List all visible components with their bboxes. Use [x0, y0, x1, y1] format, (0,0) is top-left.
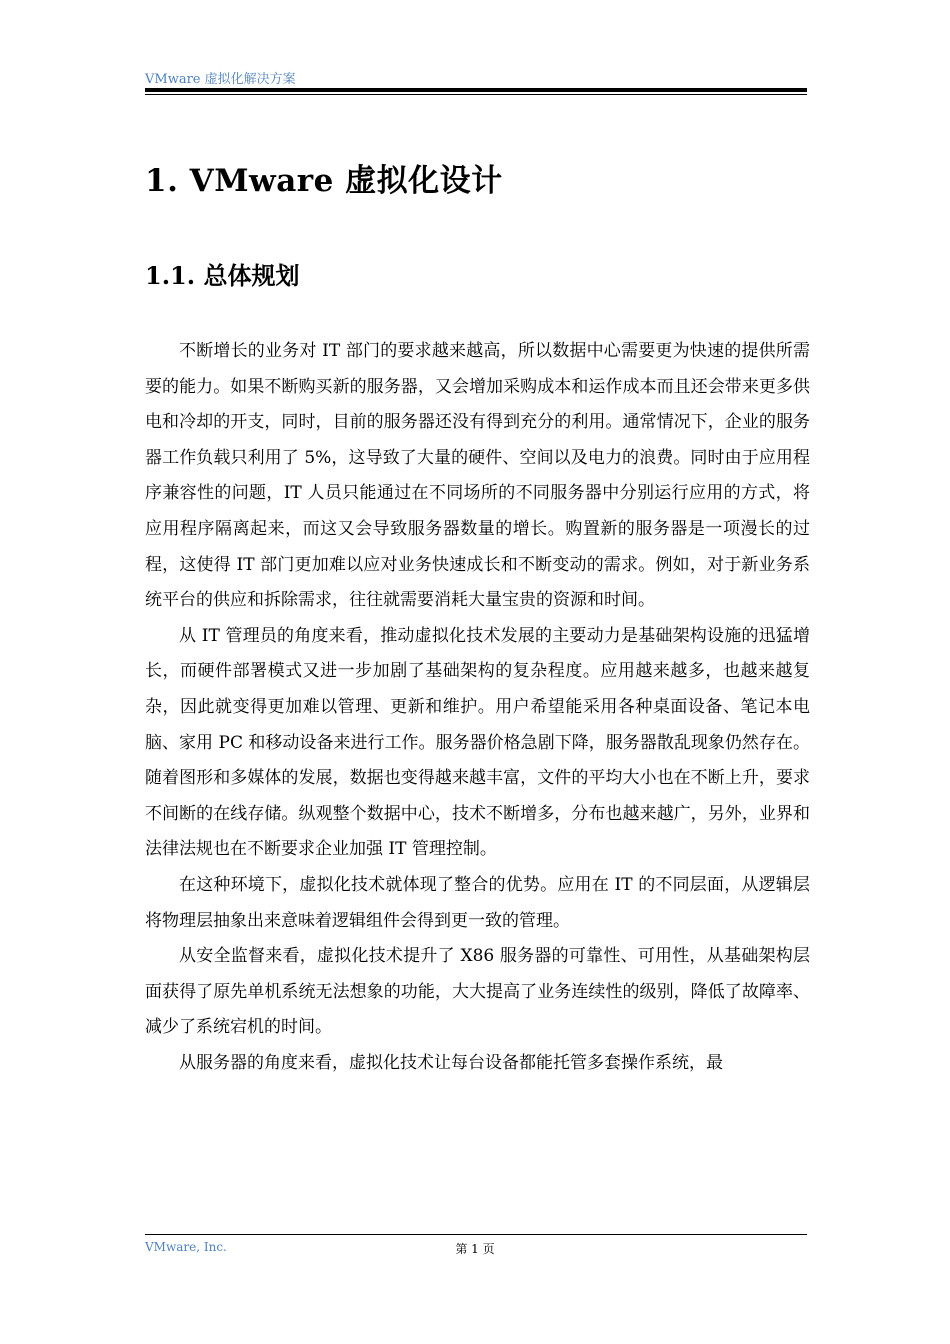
footer-rule — [145, 1234, 807, 1235]
header-rule-thin — [145, 94, 807, 95]
footer-company: VMware, Inc. — [145, 1240, 227, 1254]
chapter-heading: 1. VMware 虚拟化设计 — [145, 163, 503, 199]
section-heading: 1.1. 总体规划 — [145, 261, 300, 290]
paragraph-4: 从安全监督来看，虚拟化技术提升了 X86 服务器的可靠性、可用性，从基础架构层面获得了原先单机系统无法想象的功能，大大提高了业务连续性的级别，降低了故障率、减少了系统宕机的时间。 — [145, 946, 810, 1038]
paragraph-3: 在这种环境下，虚拟化技术就体现了整合的优势。应用在 IT 的不同层面，从逻辑层将物理层抽象出来意味着逻辑组件会得到更一致的管理。 — [145, 874, 810, 931]
page-number: 第 1 页 — [455, 1242, 495, 1256]
running-header: VMware 虚拟化解决方案 — [145, 72, 296, 87]
paragraph-1: 不断增长的业务对 IT 部门的要求越来越高，所以数据中心需要更为快速的提供所需要的能力。如果不断购买新的服务器，又会增加采购成本和运作成本而且还会带来更多供电和冷却的开支，同时，目前的服务器还没有得到充分的利用。通常情况下，企业的服务器工作负载只利用了 5%，这导致了大量的硬件、空间以及电力的浪费。同时由于应用程序兼容性的问题，IT 人员只能通过在不同场所的不同服务器中分别运行应用的方式，将应用程序隔离起来，而这又会导致服务器数量的增长。购置新的服务器是一项漫长的过程，这使得 IT 部门更加难以应对业务快速成长和不断变动的需求。例如，对于新业务系统平台的供应和拆除需求，往往就需要消耗大量宝贵的资源和时间。 — [145, 341, 810, 611]
paragraph-2: 从 IT 管理员的角度来看，推动虚拟化技术发展的主要动力是基础架构设施的迅猛增长，而硬件部署模式又进一步加剧了基础架构的复杂程度。应用越来越多，也越来越复杂，因此就变得更加难以管理、更新和维护。用户希望能采用各种桌面设备、笔记本电脑、家用 PC 和移动设备来进行工作。服务器价格急剧下降，服务器散乱现象仍然存在。随着图形和多媒体的发展，数据也变得越来越丰富，文件的平均大小也在不断上升，要求不间断的在线存储。纵观整个数据中心，技术不断增多，分布也越来越广，另外，业界和法律法规也在不断要求企业加强 IT 管理控制。 — [145, 625, 810, 860]
header-rule-thick — [145, 88, 807, 92]
paragraph-5: 从服务器的角度来看，虚拟化技术让每台设备都能托管多套操作系统，最 — [179, 1052, 723, 1073]
body-text — [145, 334, 810, 1081]
